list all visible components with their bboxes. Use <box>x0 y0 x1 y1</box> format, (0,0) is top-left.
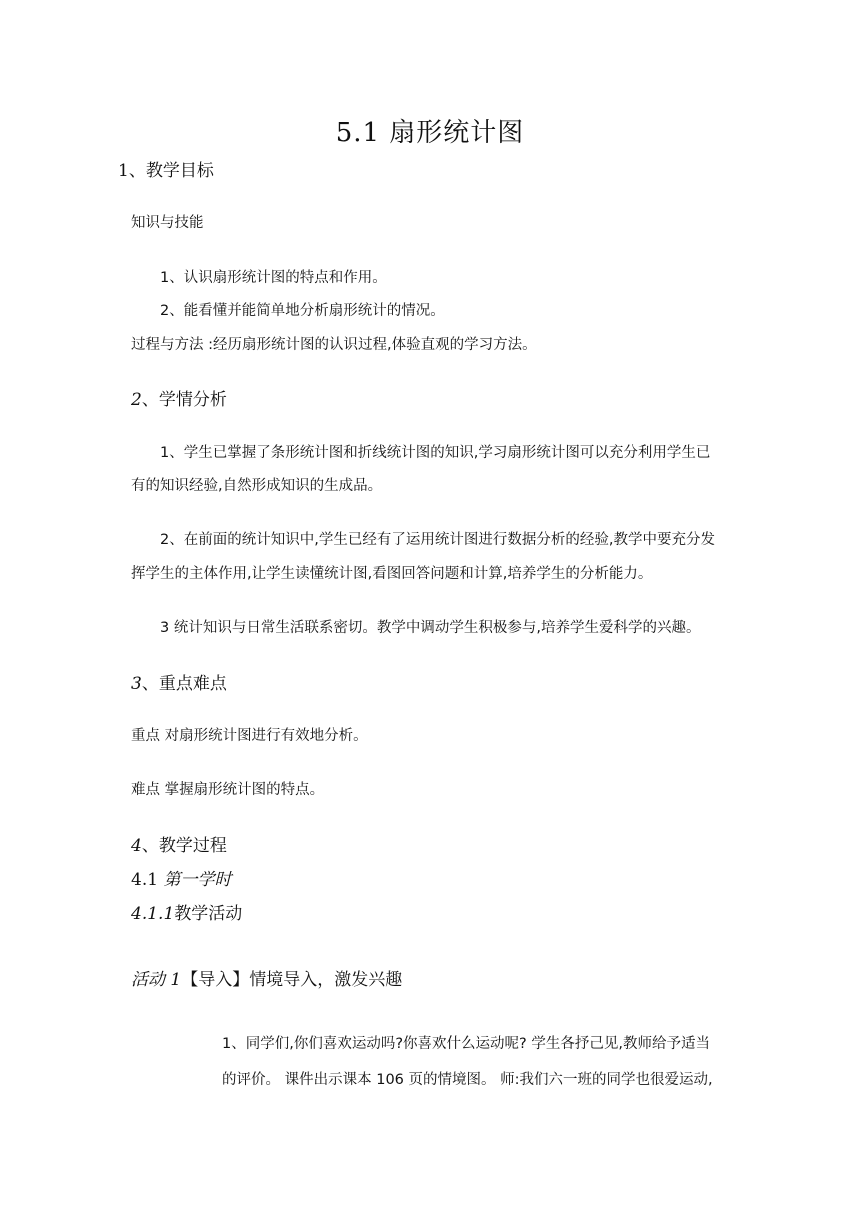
activity-1-heading <box>131 965 402 990</box>
knowledge-item-1: 1、认识扇形统计图的特点和作用。 <box>160 270 387 286</box>
section-heading-goals: 1、教学目标 <box>118 161 214 181</box>
analysis-para3: 3 统计知识与日常生活联系密切。教学中调动学生积极参与,培养学生爱科学的兴趣。 <box>160 620 701 636</box>
heading-text: 、学情分析 <box>141 390 227 410</box>
analysis-para2-line1: 2、在前面的统计知识中,学生已经有了运用统计图进行数据分析的经验,教学中要充分发 <box>160 532 715 548</box>
activity-label: 活动 1 <box>131 970 182 990</box>
activity-para-line2: 的评价。 课件出示课本 106 页的情境图。 师:我们六一班的同学也很爱运动, <box>222 1072 713 1088</box>
difficult-point-line: 难点 掌握扇形统计图的特点。 <box>131 782 325 798</box>
subheading-text: 教学活动 <box>174 904 243 924</box>
process-method-line: 过程与方法 :经历扇形统计图的认识过程,体验直观的学习方法。 <box>131 337 537 353</box>
knowledge-skills-label: 知识与技能 <box>131 215 204 231</box>
subheading-first-lesson <box>131 865 231 890</box>
section-heading-process <box>131 831 227 856</box>
heading-text: 、教学过程 <box>141 836 227 856</box>
section-heading-key-points <box>131 669 227 694</box>
subheading-number: 4.1.1 <box>131 904 175 924</box>
heading-text: 、重点难点 <box>141 674 227 694</box>
analysis-para2-line2: 挥学生的主体作用,让学生读懂统计图,看图回答问题和计算,培养学生的分析能力。 <box>131 566 653 582</box>
heading-number: 3 <box>131 674 142 694</box>
key-point-line: 重点 对扇形统计图进行有效地分析。 <box>131 728 368 744</box>
subheading-number: 4.1 <box>131 870 164 890</box>
subheading-text: 第一学时 <box>163 870 232 890</box>
page-title: 5.1 扇形统计图 <box>335 118 525 148</box>
section-heading-analysis <box>131 385 227 410</box>
analysis-para1-line1: 1、学生已掌握了条形统计图和折线统计图的知识,学习扇形统计图可以充分利用学生已 <box>160 445 711 461</box>
heading-number: 2 <box>131 390 142 410</box>
activity-para-line1: 1、同学们,你们喜欢运动吗?你喜欢什么运动呢? 学生各抒己见,教师给予适当 <box>222 1036 710 1052</box>
analysis-para1-line2: 有的知识经验,自然形成知识的生成品。 <box>131 478 383 494</box>
knowledge-item-2: 2、能看懂并能简单地分析扇形统计的情况。 <box>160 303 445 319</box>
activity-title: 【导入】情境导入，激发兴趣 <box>181 970 403 990</box>
subheading-teaching-activities <box>131 899 242 924</box>
heading-number: 4 <box>131 836 142 856</box>
